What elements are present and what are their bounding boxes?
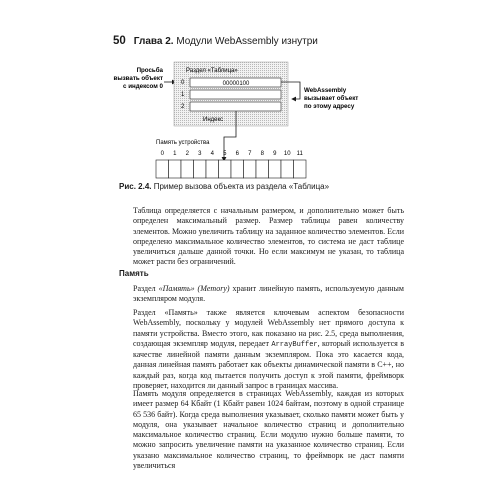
arraybuffer-code: ArrayBuffer bbox=[271, 340, 318, 349]
figure-caption-label: Рис. 2.4. bbox=[119, 182, 152, 191]
memory-cell bbox=[219, 160, 232, 178]
table-section-title: Раздел «Таблица» bbox=[186, 68, 238, 74]
figure-table-diagram bbox=[0, 0, 500, 200]
memory-cell-label: 9 bbox=[273, 151, 277, 157]
memory-cell-label: 5 bbox=[223, 151, 227, 157]
memory-cell-label: 3 bbox=[198, 151, 202, 157]
memory-cell bbox=[156, 160, 169, 178]
row-value-0: 00000100 bbox=[222, 81, 250, 87]
memory-cell bbox=[181, 160, 194, 178]
chapter-label: Глава 2. bbox=[133, 36, 174, 47]
memory-cell-label: 10 bbox=[283, 151, 291, 157]
memory-cell bbox=[244, 160, 257, 178]
memory-cell-label: 1 bbox=[173, 151, 177, 157]
memory-cell bbox=[169, 160, 182, 178]
paragraph-memory-pages: Память модуля определяется в страницах WebAssembly, каждая из которых имеет размер 64 Кбайт (1 Кбайт равен 1024 байтам, поэтому в одной странице 65 536 байт). Когда среда выполнения указывает, сколько памяти может быть у модуля, она указывает начальное количество страниц и дополнительно максимальное количество страниц. Если модулю нужно больше памяти, то можно запросить увеличение памяти на указанное количество страниц. Если указано максимальное количество страниц, то фреймворк не даст памяти увеличиться bbox=[133, 389, 404, 471]
memory-cell bbox=[269, 160, 282, 178]
paragraph-table-size: Таблица определяется с начальным размером, и дополнительно может быть определен максимальный размер. Размер таблицы равен количеству элементов. Можно увеличить таблицу на заданное количество элементов. Если определено максимальное количество элементов, то система не даст таблице увеличиться дальше данной точки. Но если максимум не указан, то таблица может расти без ограничений. bbox=[133, 206, 404, 267]
memory-cell bbox=[294, 160, 307, 178]
callout-right-line-1: WebAssembly bbox=[304, 87, 347, 94]
figure-caption bbox=[119, 182, 329, 191]
memory-term: «Память» (Memory) bbox=[158, 284, 230, 293]
memory-cell bbox=[281, 160, 294, 178]
memory-cell-label: 7 bbox=[248, 151, 252, 157]
callout-right-line-3: по этому адресу bbox=[304, 103, 355, 110]
figure-caption-text: Пример вызова объекта из раздела «Таблица» bbox=[153, 182, 330, 191]
table-row-2 bbox=[190, 102, 281, 111]
memory-cell bbox=[231, 160, 244, 178]
memory-cells bbox=[156, 151, 306, 178]
memory-label: Память устройства bbox=[156, 140, 210, 146]
memory-cell-label: 4 bbox=[210, 151, 214, 157]
callout-left-line-3: с индексом 0 bbox=[123, 83, 163, 90]
paragraph-memory-security: Раздел «Память» также является ключевым аспектом безопасности WebAssembly, поскольку у модулей WebAssembly нет прямого доступа к памяти устройства. Вместо этого, как показано на рис. 2.5, среда выполнения, создающая экземпляр модуля, передает ArrayBuffer, который используется в качестве линейной памяти данным экземпляром. Пока это касается кода, данная линейная память работает как объекты динамической памяти в C++, но каждый раз, когда код пытается получить доступ к этой памяти, фреймворк проверяет, находится ли данный запрос в границах массива. bbox=[133, 308, 405, 391]
memory-cell bbox=[256, 160, 269, 178]
index-label: Индекс bbox=[203, 117, 224, 123]
paragraph-memory-intro: Раздел «Память» (Memory) хранит линейную память, используемую данным экземпляром модуля. bbox=[133, 284, 404, 304]
section-title-memory: Память bbox=[119, 269, 149, 278]
callout-left-line-1: Просьба bbox=[136, 67, 163, 74]
memory-cell-label: 8 bbox=[260, 151, 264, 157]
memory-cell-label: 11 bbox=[296, 151, 303, 157]
callout-left-line-2: вызвать объект bbox=[113, 75, 163, 82]
memory-cell-label: 0 bbox=[160, 151, 164, 157]
chapter-title: Модули WebAssembly изнутри bbox=[176, 36, 318, 47]
memory-cell-label: 2 bbox=[185, 151, 189, 157]
row-index-0: 0 bbox=[181, 80, 185, 86]
callout-right-line-2: вызывает объект bbox=[304, 95, 359, 102]
memory-cell bbox=[206, 160, 219, 178]
row-index-2: 2 bbox=[181, 104, 185, 110]
memory-cell-label: 6 bbox=[235, 151, 239, 157]
page-number: 50 bbox=[113, 35, 126, 47]
row-index-1: 1 bbox=[181, 92, 185, 98]
table-row-1 bbox=[190, 90, 281, 99]
memory-cell bbox=[194, 160, 207, 178]
